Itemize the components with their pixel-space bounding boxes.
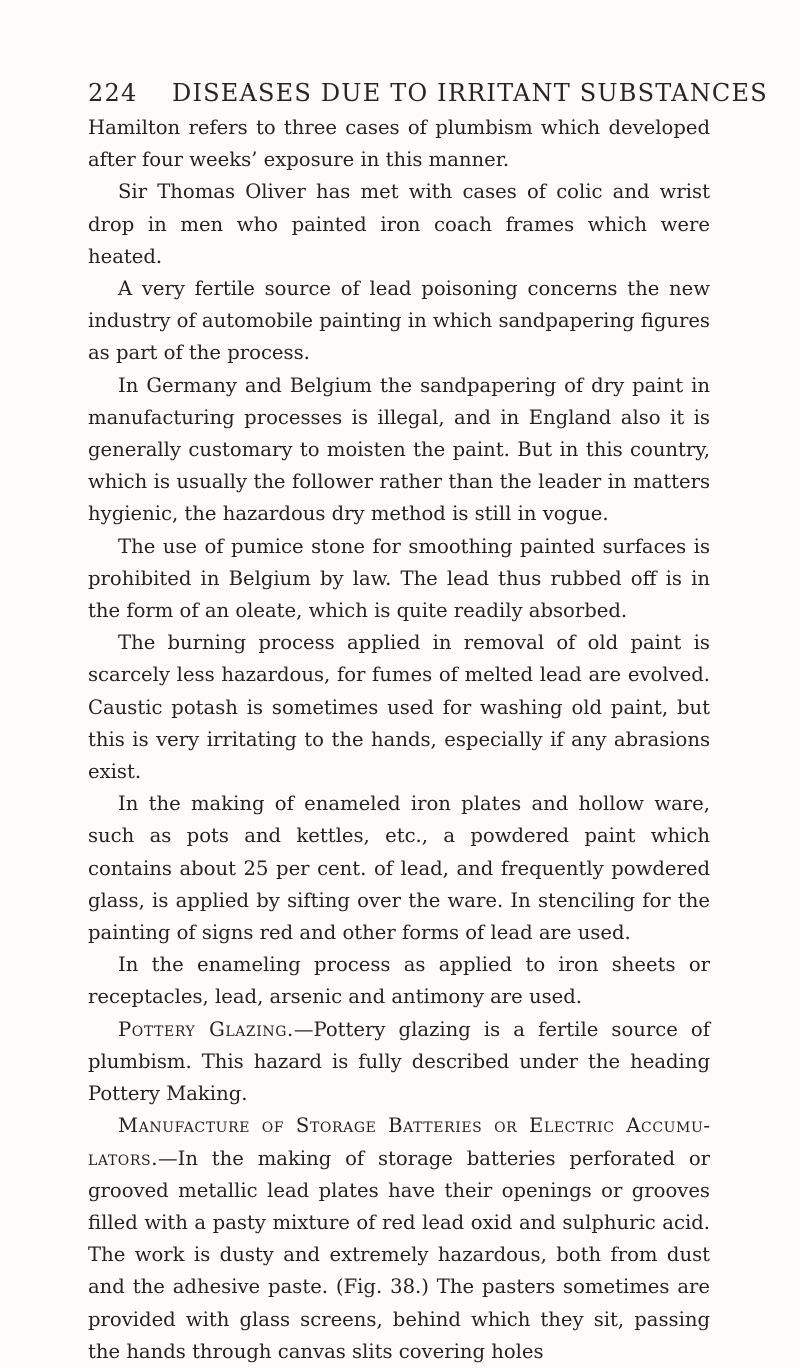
page-number: 224 bbox=[88, 79, 138, 107]
paragraph: In Germany and Belgium the sandpapering of dry paint in manufacturing processes is illegal, and in England also it is generally customary to moisten the paint. But in this country, which is usually the follower rather than the leader in matters hygienic, the hazardous dry method is still in vogue. bbox=[88, 373, 710, 526]
paragraph: Hamilton refers to three cases of plumbism which developed after four weeks’ exposure in this manner. bbox=[88, 116, 710, 172]
paragraph: The use of pumice stone for smoothing painted surfaces is prohibited in Belgium by law. The lead thus rubbed off is in the form of an oleate, which is quite readily absorbed. bbox=[88, 534, 710, 623]
section-heading: Pottery Glazing. bbox=[118, 1017, 294, 1041]
chapter-title: DISEASES DUE TO IRRITANT SUBSTANCES bbox=[172, 79, 768, 107]
paragraph-pottery-glazing: Pottery Glazing.—Pottery glazing is a fertile source of plumbism. This hazard is fully described under the heading Pottery Making. bbox=[88, 1017, 710, 1106]
running-head bbox=[88, 75, 768, 111]
section-heading: Manufacture of Storage Batteries or Electric Accumulators. bbox=[88, 1114, 710, 1170]
paragraph: The burning process applied in removal of old paint is scarcely less hazardous, for fumes of melted lead are evolved. Caustic potash is sometimes used for washing old paint, but this is very irritating to the hands, especially if any abrasions exist. bbox=[88, 631, 710, 784]
paragraph-storage-batteries: Manufacture of Storage Batteries or Electric Accumulators.—In the making of storage batteries perforated or grooved metallic lead plates have their openings or grooves filled with a pasty mixture of red lead oxid and sulphuric acid. The work is dusty and extremely hazardous, both from dust and the adhesive paste. (Fig. 38.) The pasters sometimes are provided with glass screens, behind which they sit, passing the hands through canvas slits covering holes bbox=[88, 1114, 710, 1363]
paragraph: In the enameling process as applied to iron sheets or receptacles, lead, arsenic and antimony are used. bbox=[88, 953, 710, 1009]
paragraph: In the making of enameled iron plates and hollow ware, such as pots and kettles, etc., a powdered paint which contains about 25 per cent. of lead, and frequently powdered glass, is applied by sifting over the ware. In stenciling for the painting of signs red and other forms of lead are used. bbox=[88, 792, 710, 945]
paragraph: Sir Thomas Oliver has met with cases of colic and wrist drop in men who painted iron coach frames which were heated. bbox=[88, 180, 710, 268]
paragraph: A very fertile source of lead poisoning concerns the new industry of automobile painting in which sandpapering figures as part of the process. bbox=[88, 277, 710, 365]
body-text bbox=[88, 112, 710, 1368]
